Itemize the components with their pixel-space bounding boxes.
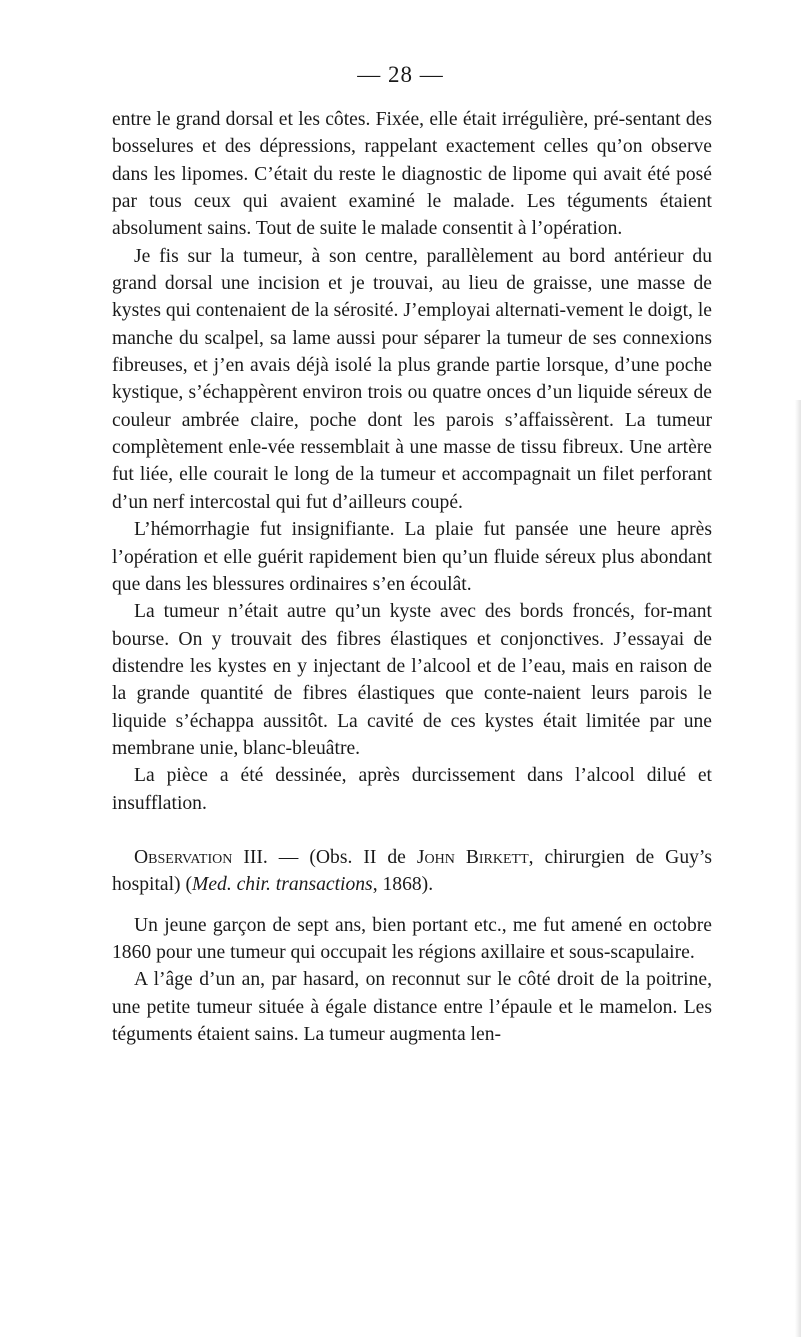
paragraph: Je fis sur la tumeur, à son centre, parallèlement au bord antérieur du grand dorsal une incision et je trouvai, au lieu de graisse, une masse de kystes qui contenaient de la sérosité. J’employai alternati-vement le doigt, le manche du scalpel, sa lame aussi pour séparer la tumeur de ses connexions fibreuses, et j’en avais déjà isolé la plus grande partie lorsque, d’une poche kystique, s’échappèrent environ trois ou quatre onces d’un liquide séreux de couleur ambrée claire, poche dont les parois s’affaissèrent. La tumeur complètement enle-vée ressemblait à une masse de tissu fibreux. Une artère fut liée, elle courait le long de la tumeur et accompagnait un filet perforant d’un nerf intercostal qui fut d’ailleurs coupé. xyxy=(112,245,712,513)
paragraph: La pièce a été dessinée, après durcissement dans l’alcool dilué et insufflation. xyxy=(112,765,712,814)
paragraph: A l’âge d’un an, par hasard, on reconnut sur le côté droit de la poitrine, une petite tumeur située à égale distance entre l’épaule et le mamelon. Les téguments étaient sains. La tumeur augmenta len- xyxy=(112,969,712,1045)
page-number: — 28 — xyxy=(357,62,444,87)
paragraph: Un jeune garçon de sept ans, bien portant etc., me fut amené en octobre 1860 pour une tumeur qui occupait les régions axillaire et sous-scapulaire. xyxy=(112,914,712,963)
body-text xyxy=(112,106,712,1048)
observation-label: Observation xyxy=(134,846,233,868)
paragraph: L’hémorrhagie fut insignifiante. La plaie fut pansée une heure après l’opération et elle guérit rapidement bien qu’un fluide séreux plus abondant que dans les blessures ordinaires s’en écoulât. xyxy=(112,519,712,595)
observation-journal: Med. chir. transactions xyxy=(192,874,373,896)
paragraph: entre le grand dorsal et les côtes. Fixée, elle était irrégulière, pré-sentant des bosselures et des dépressions, rappelant exactement celles qu’on observe dans les lipomes. C’était du reste le diagnostic de lipome qui avait été posé par tous ceux qui avaient examiné le malade. Les téguments étaient absolument sains. Tout de suite le malade consentit à l’opération. xyxy=(112,109,712,240)
observation-number: III. — (Obs. II de xyxy=(232,846,417,868)
page-edge-shadow xyxy=(795,400,801,1337)
observation-heading xyxy=(112,844,712,899)
observation-author: John Birkett xyxy=(416,846,529,868)
paragraph: La tumeur n’était autre qu’un kyste avec des bords froncés, for-mant bourse. On y trouvait des fibres élastiques et conjonctives. J’essayai de distendre les kystes en y injectant de l’alcool et de l’eau, mais en raison de la grande quantité de fibres élastiques que conte-naient leurs parois le liquide s’échappa aussitôt. La cavité de ces kystes était limitée par une membrane unie, blanc-bleuâtre. xyxy=(112,601,712,759)
observation-year: , 1868). xyxy=(372,874,434,896)
observation-affiliation: , chirurgien de Guy’s hospital) ( xyxy=(112,846,712,896)
